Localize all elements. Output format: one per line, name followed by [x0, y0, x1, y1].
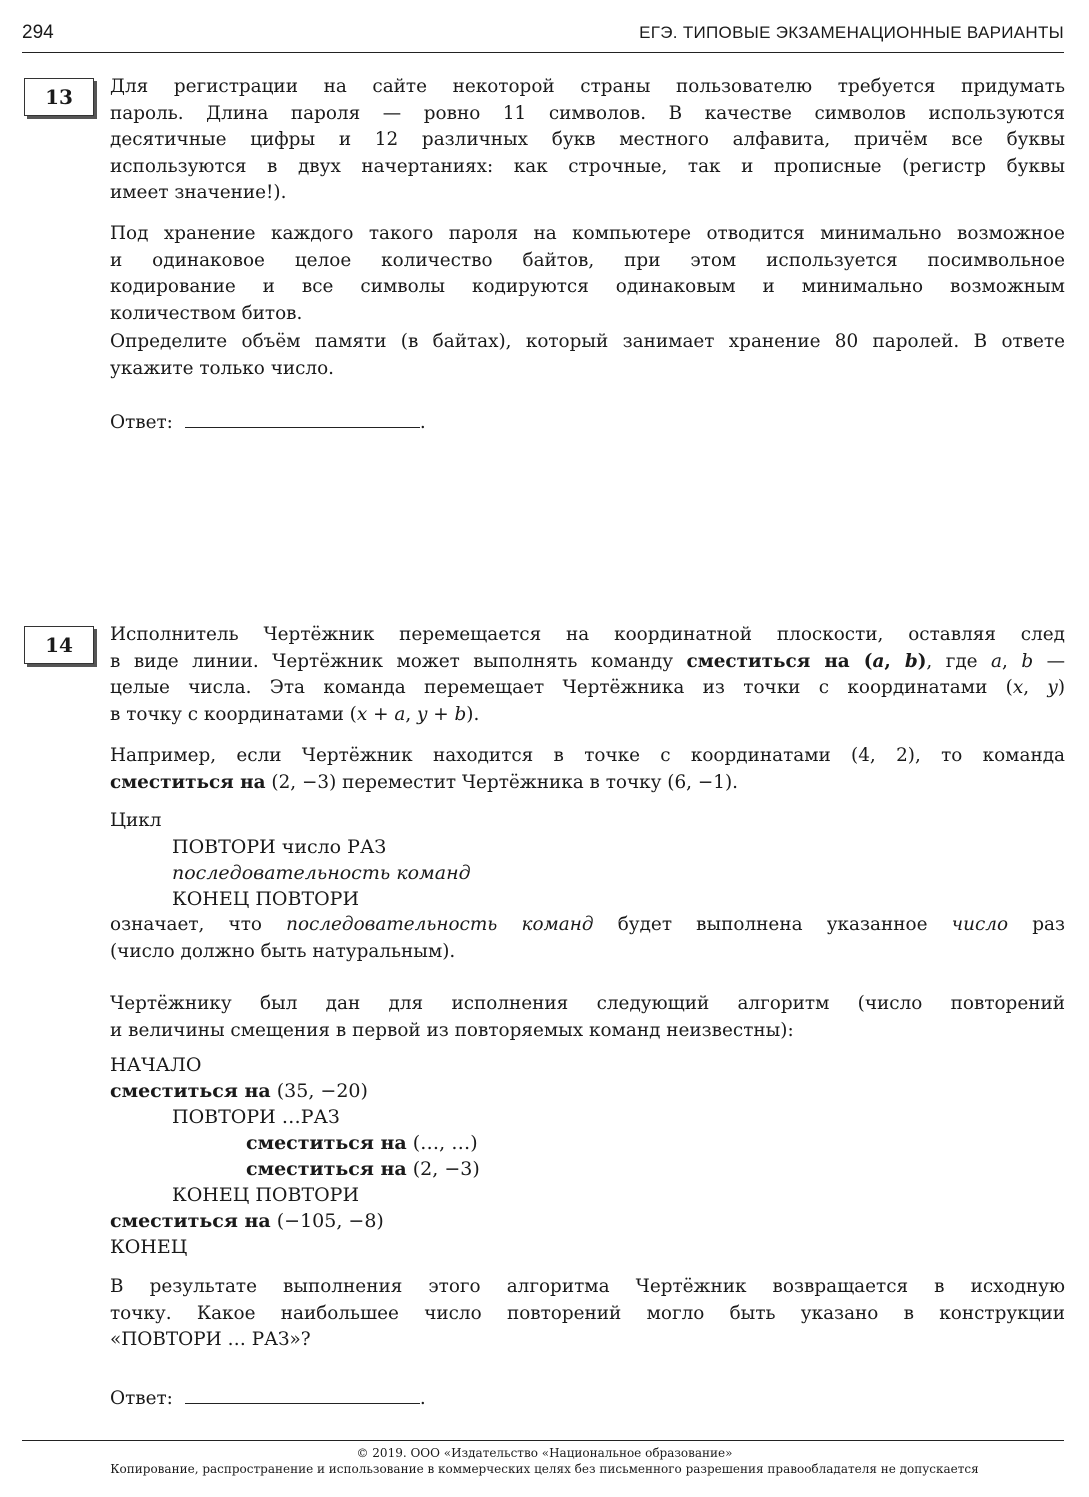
answer-dot: .	[419, 412, 426, 433]
text-line: пароль. Длина пароля — ровно 11 символов. В качестве символов используются	[110, 102, 1065, 124]
header-divider	[22, 52, 1064, 53]
algo-end-repeat: КОНЕЦ ПОВТОРИ	[172, 1184, 360, 1206]
algo-command-2: сместиться на (…, …)	[246, 1132, 478, 1154]
text-line: Например, если Чертёжник находится в точке с координатами (4, 2), то команда	[110, 745, 1065, 766]
text-line: десятичные цифры и 12 различных букв местного алфавита, причём все буквы	[110, 129, 1065, 150]
text-line: Для регистрации на сайте некоторой страны пользователю требуется придумать	[110, 76, 1065, 97]
footer-copyright: © 2019. ООО «Издательство «Национальное образование»	[356, 1446, 733, 1460]
footer-divider	[22, 1440, 1064, 1441]
answer-input-line[interactable]	[185, 1383, 420, 1404]
answer-label: Ответ:	[110, 1388, 173, 1409]
task-14-paragraph-2	[110, 743, 1065, 796]
page-number: 294	[22, 22, 54, 43]
cycle-repeat-line: ПОВТОРИ число РАЗ	[172, 836, 387, 858]
cycle-label: Цикл	[110, 810, 162, 831]
task-14-answer	[110, 1383, 426, 1409]
text-line: Исполнитель Чертёжник перемещается на координатной плоскости, оставляя след	[110, 624, 1065, 645]
text-line: количеством битов.	[110, 302, 303, 324]
answer-dot: .	[419, 1388, 426, 1409]
task-13-number-box	[24, 78, 94, 116]
task-13-paragraph-1	[110, 74, 1065, 207]
text-line: Чертёжнику был дан для исполнения следующий алгоритм (число повторений	[110, 993, 1065, 1014]
text-line: целые числа. Эта команда перемещает Чертёжника из точки с координатами (x, y)	[110, 677, 1065, 698]
answer-input-line[interactable]	[185, 407, 420, 428]
text-line: и величины смещения в первой из повторяемых команд неизвестны):	[110, 1019, 794, 1041]
running-title: ЕГЭ. ТИПОВЫЕ ЭКЗАМЕНАЦИОННЫЕ ВАРИАНТЫ	[639, 23, 1064, 42]
text-line: «ПОВТОРИ … РАЗ»?	[110, 1329, 311, 1350]
task-13-paragraph-3	[110, 329, 1065, 382]
task-14-number: 14	[45, 633, 73, 657]
text-line: (число должно быть натуральным).	[110, 940, 456, 962]
algo-command-3: сместиться на (2, −3)	[246, 1158, 480, 1180]
text-line: точку. Какое наибольшее число повторений могло быть указано в конструкции	[110, 1302, 1065, 1324]
text-line: в точку с координатами (x + a, y + b).	[110, 703, 480, 725]
text-line: укажите только число.	[110, 357, 335, 379]
text-line: и одинаковое целое количество байтов, при этом используется посимвольное	[110, 249, 1065, 271]
algo-repeat: ПОВТОРИ …РАЗ	[172, 1106, 340, 1128]
task-13-number: 13	[45, 85, 73, 109]
text-line: имеет значение!).	[110, 182, 287, 203]
task-14-question	[110, 1274, 1065, 1354]
cycle-sequence-line: последовательность команд	[172, 862, 471, 884]
text-line: сместиться на (2, −3) переместит Чертёжника в точку (6, −1).	[110, 771, 738, 793]
algo-start: НАЧАЛО	[110, 1054, 202, 1076]
text-line: кодирование и все символы кодируются одинаковым и минимально возможным	[110, 276, 1065, 297]
cycle-end-line: КОНЕЦ ПОВТОРИ	[172, 888, 360, 910]
text-line: в виде линии. Чертёжник может выполнять команду сместиться на (a, b), где a, b —	[110, 650, 1065, 672]
task-13-paragraph-2	[110, 221, 1065, 327]
text-line: Под хранение каждого такого пароля на компьютере отводится минимально возможное	[110, 223, 1065, 244]
cycle-explanation	[110, 912, 1065, 965]
text-line: Определите объём памяти (в байтах), который занимает хранение 80 паролей. В ответе	[110, 331, 1065, 352]
task-13-answer	[110, 407, 426, 433]
given-algorithm-intro	[110, 991, 1065, 1044]
algo-command-1: сместиться на (35, −20)	[110, 1080, 368, 1102]
algo-command-4: сместиться на (−105, −8)	[110, 1210, 384, 1232]
answer-label: Ответ:	[110, 412, 173, 433]
text-line: означает, что последовательность команд будет выполнена указанное число раз	[110, 914, 1065, 935]
text-line: используются в двух начертаниях: как строчные, так и прописные (регистр буквы	[110, 155, 1065, 177]
footer-notice: Копирование, распространение и использование в коммерческих целях без письменного разрешения правообладателя не допускается	[110, 1462, 979, 1476]
task-14-number-box	[24, 626, 94, 664]
text-line: В результате выполнения этого алгоритма Чертёжник возвращается в исходную	[110, 1276, 1065, 1297]
task-14-paragraph-1	[110, 622, 1065, 728]
algo-end: КОНЕЦ	[110, 1236, 188, 1258]
